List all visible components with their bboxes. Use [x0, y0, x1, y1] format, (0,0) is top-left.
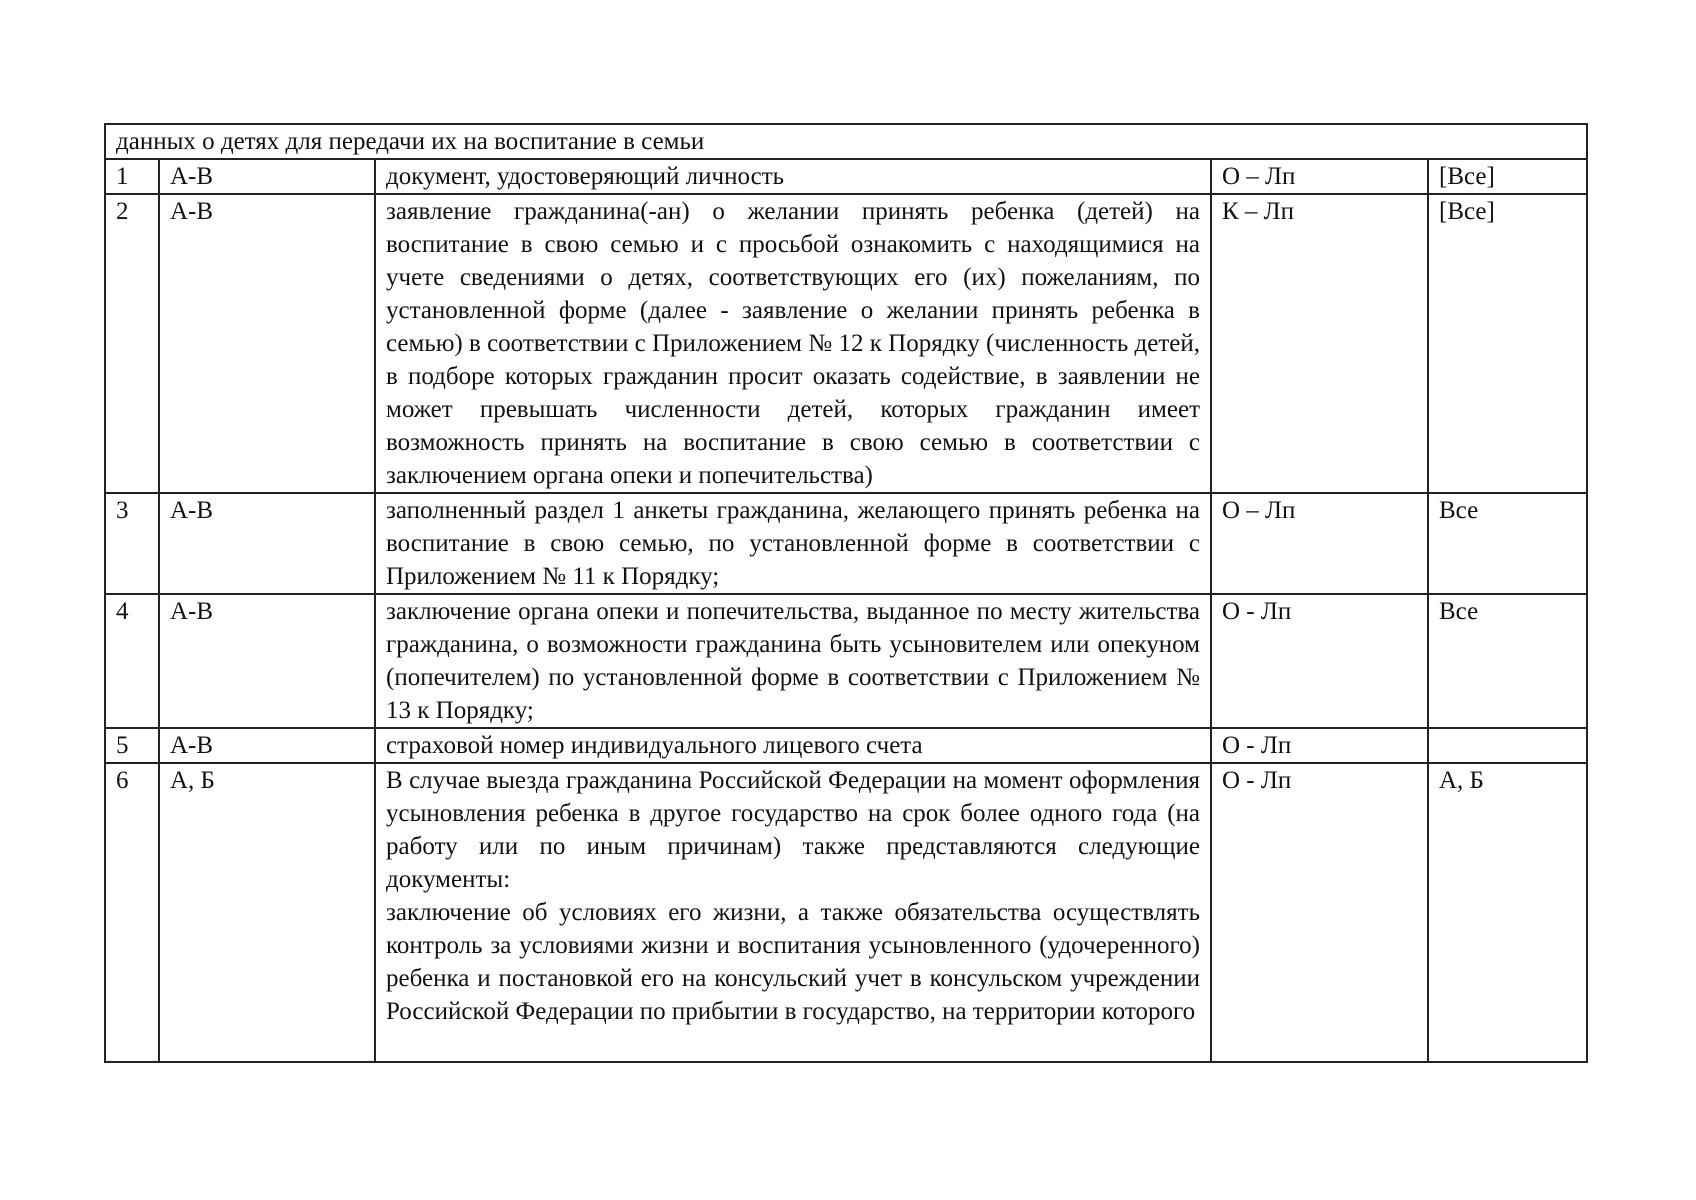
row-category: А, Б	[159, 763, 375, 1062]
row-document: страховой номер индивидуального лицевого счета	[375, 728, 1211, 763]
row-category: А-В	[159, 594, 375, 728]
row-applies: А, Б	[1428, 763, 1587, 1062]
table-row	[105, 594, 1587, 728]
documents-table	[104, 123, 1588, 1063]
table-continuation-heading: данных о детях для передачи их на воспитание в семьи	[105, 124, 1587, 159]
row-form: О - Лп	[1211, 594, 1428, 728]
row-category: А-В	[159, 728, 375, 763]
row-form: О - Лп	[1211, 728, 1428, 763]
row-number: 4	[105, 594, 159, 728]
row-form: О – Лп	[1211, 493, 1428, 594]
row-document	[375, 763, 1211, 1062]
table-row	[105, 728, 1587, 763]
table-row	[105, 493, 1587, 594]
row-number: 1	[105, 159, 159, 194]
row-applies: Все	[1428, 493, 1587, 594]
row-number: 6	[105, 763, 159, 1062]
row-form: О - Лп	[1211, 763, 1428, 1062]
row-number: 2	[105, 194, 159, 493]
row-category: А-В	[159, 194, 375, 493]
row-document: документ, удостоверяющий личность	[375, 159, 1211, 194]
table-row	[105, 194, 1587, 493]
row-document: заключение органа опеки и попечительства, выданное по месту жительства гражданина, о возможности гражданина быть усыновителем или опекуном (попечителем) по установленной форме в соответствии с Приложением № 13 к Порядку;	[375, 594, 1211, 728]
row-applies: Все	[1428, 594, 1587, 728]
document-paragraph: заключение об условиях его жизни, а также обязательства осуществлять контроль за условиями жизни и воспитания усыновленного (удочеренного) ребенка и постановкой его на консульский учет в консульском учреждении Российской Федерации по прибытии в государство, на территории которого	[386, 899, 1200, 1025]
row-category: А-В	[159, 159, 375, 194]
row-applies: [Все]	[1428, 159, 1587, 194]
row-applies: [Все]	[1428, 194, 1587, 493]
row-number: 5	[105, 728, 159, 763]
row-number: 3	[105, 493, 159, 594]
row-form: О – Лп	[1211, 159, 1428, 194]
row-document: заполненный раздел 1 анкеты гражданина, желающего принять ребенка на воспитание в свою семью, по установленной форме в соответствии с Приложением № 11 к Порядку;	[375, 493, 1211, 594]
row-category: А-В	[159, 493, 375, 594]
table-header-row	[105, 124, 1587, 159]
row-applies	[1428, 728, 1587, 763]
document-paragraph: В случае выезда гражданина Российской Федерации на момент оформления усыновления ребенка в другое государство на срок более одного года (на работу или по иным причинам) также представляются следующие документы:	[386, 767, 1200, 893]
table-row	[105, 159, 1587, 194]
row-form: К – Лп	[1211, 194, 1428, 493]
row-document: заявление гражданина(-ан) о желании принять ребенка (детей) на воспитание в свою семью и с просьбой ознакомить с находящимися на учете сведениями о детях, соответствующих его (их) пожеланиям, по установленной форме (далее - заявление о желании принять ребенка в семью) в соответствии с Приложением № 12 к Порядку (численность детей, в подборе которых гражданин просит оказать содействие, в заявлении не может превышать численности детей, которых гражданин имеет возможность принять на воспитание в свою семью в соответствии с заключением органа опеки и попечительства)	[375, 194, 1211, 493]
table-row	[105, 763, 1587, 1062]
